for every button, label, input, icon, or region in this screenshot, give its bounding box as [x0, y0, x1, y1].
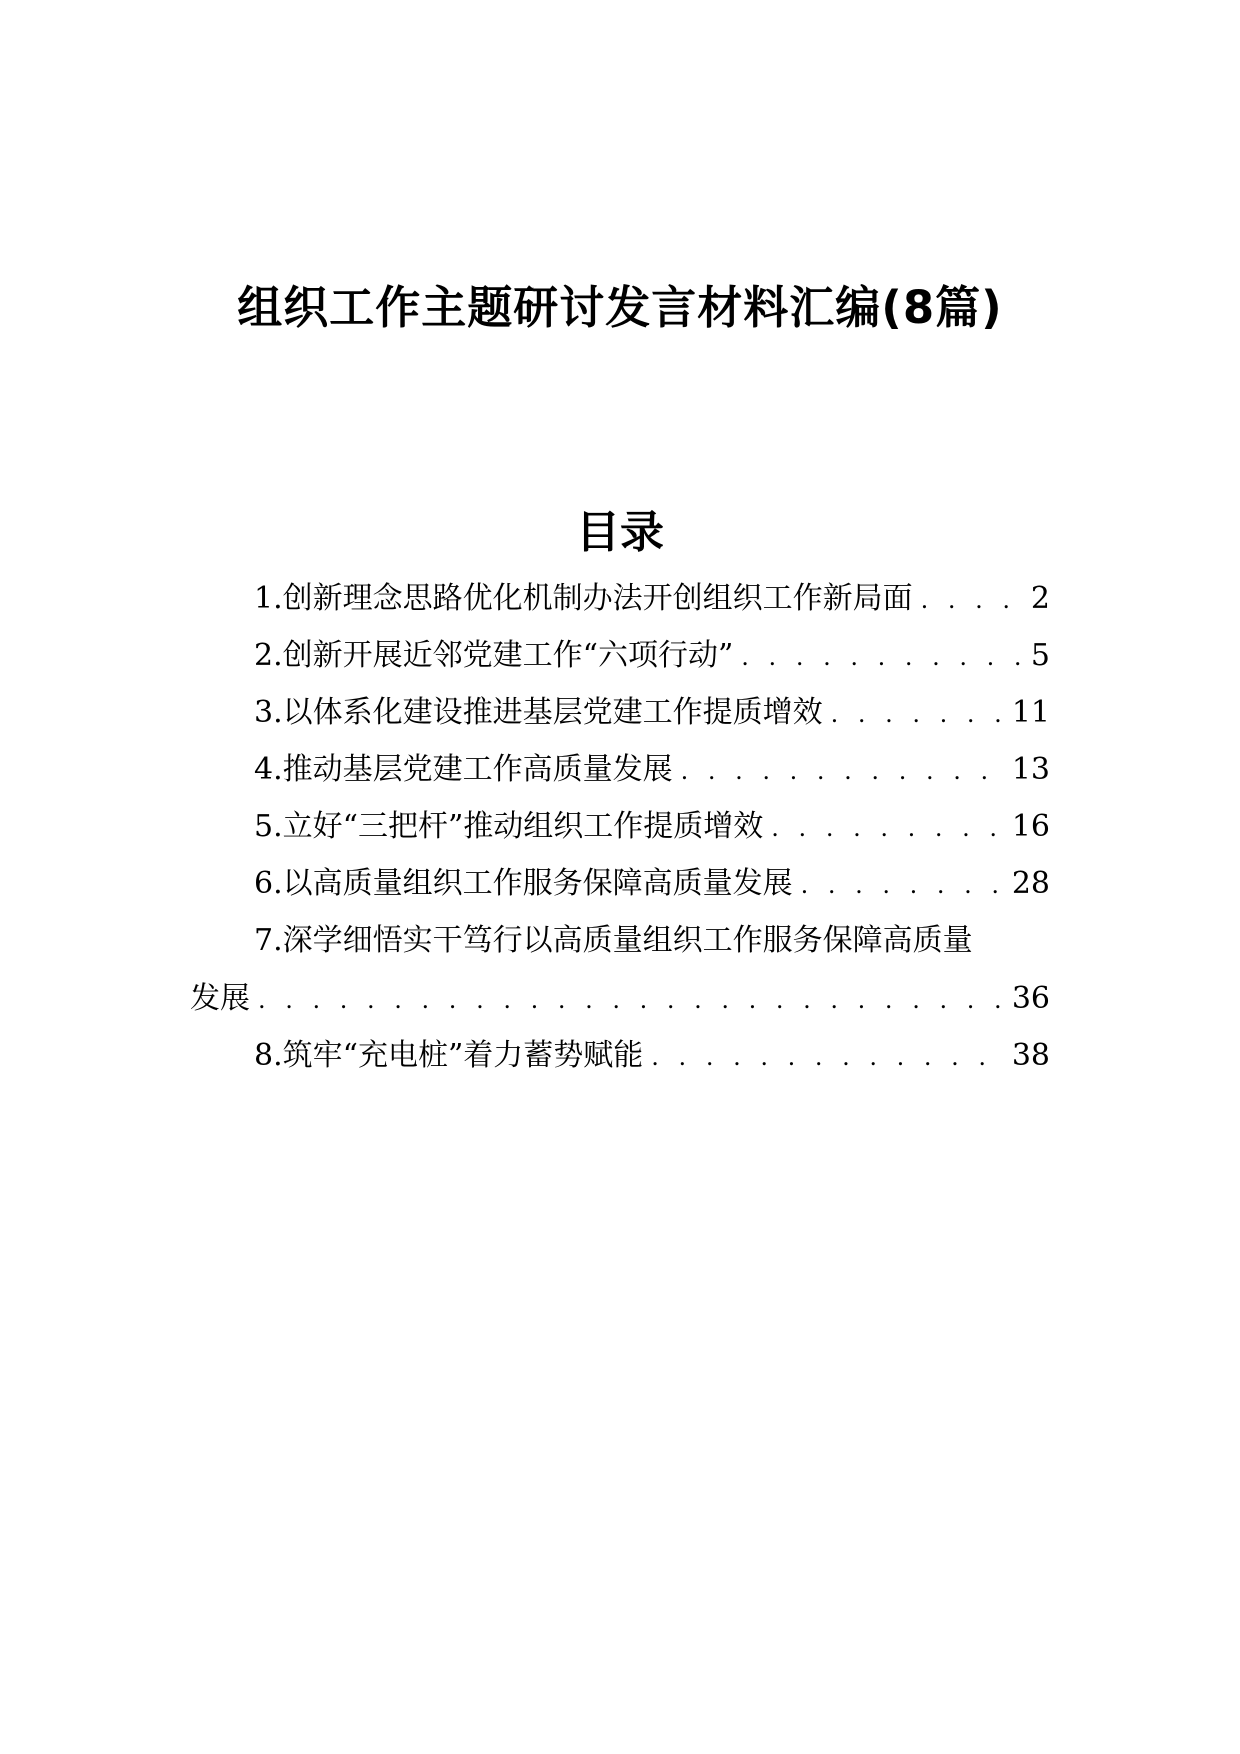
toc-entry-page: 38 — [1011, 1038, 1050, 1073]
toc-leader-dots — [681, 749, 1004, 793]
toc-entry-4[interactable] — [254, 748, 1050, 792]
toc-entry-8[interactable] — [254, 1034, 1050, 1078]
toc-leader-dots — [831, 692, 1004, 736]
toc-entry-title: 4.推动基层党建工作高质量发展 — [254, 752, 673, 787]
toc-entry-title: 1.创新理念思路优化机制办法开创组织工作新局面 — [254, 581, 913, 616]
toc-leader-dots — [741, 635, 1023, 679]
toc-leader-dots — [771, 806, 1004, 850]
toc-leader-dots — [801, 863, 1004, 907]
toc-entry-title: 6.以高质量组织工作服务保障高质量发展 — [254, 866, 793, 901]
toc-entry-page: 11 — [1011, 695, 1050, 730]
toc-entry-title: 7.深学细悟实干笃行以高质量组织工作服务保障高质量 — [254, 923, 973, 958]
toc-entry-page: 16 — [1011, 809, 1050, 844]
toc-entry-title: 3.以体系化建设推进基层党建工作提质增效 — [254, 695, 823, 730]
toc-entry-page: 5 — [1030, 638, 1050, 673]
toc-entry-3[interactable] — [254, 691, 1050, 735]
toc-entry-page: 13 — [1011, 752, 1050, 787]
toc-entry-title: 8.筑牢“充电桩”着力蓄势赋能 — [254, 1038, 644, 1073]
toc-entry-7[interactable] — [254, 919, 1050, 963]
toc-entry-2[interactable] — [254, 634, 1050, 678]
toc-entry-7-continued[interactable] — [190, 977, 1050, 1021]
toc-entry-title-continued: 发展 — [190, 981, 250, 1016]
toc-entry-page: 2 — [1030, 581, 1050, 616]
toc-entry-5[interactable] — [254, 805, 1050, 849]
toc-leader-dots — [921, 578, 1023, 622]
toc-entry-title: 2.创新开展近邻党建工作“六项行动” — [254, 638, 734, 673]
toc-entry-page: 36 — [1011, 981, 1050, 1016]
document-title: 组织工作主题研讨发言材料汇编(8篇) — [237, 281, 1003, 334]
toc-leader-dots — [258, 978, 1004, 1022]
toc-entry-1[interactable] — [254, 577, 1050, 621]
toc-heading: 目录 — [576, 507, 664, 558]
toc-entry-6[interactable] — [254, 862, 1050, 906]
toc-leader-dots — [651, 1035, 1004, 1079]
toc-entry-title: 5.立好“三把杆”推动组织工作提质增效 — [254, 809, 764, 844]
toc-entry-page: 28 — [1011, 866, 1050, 901]
